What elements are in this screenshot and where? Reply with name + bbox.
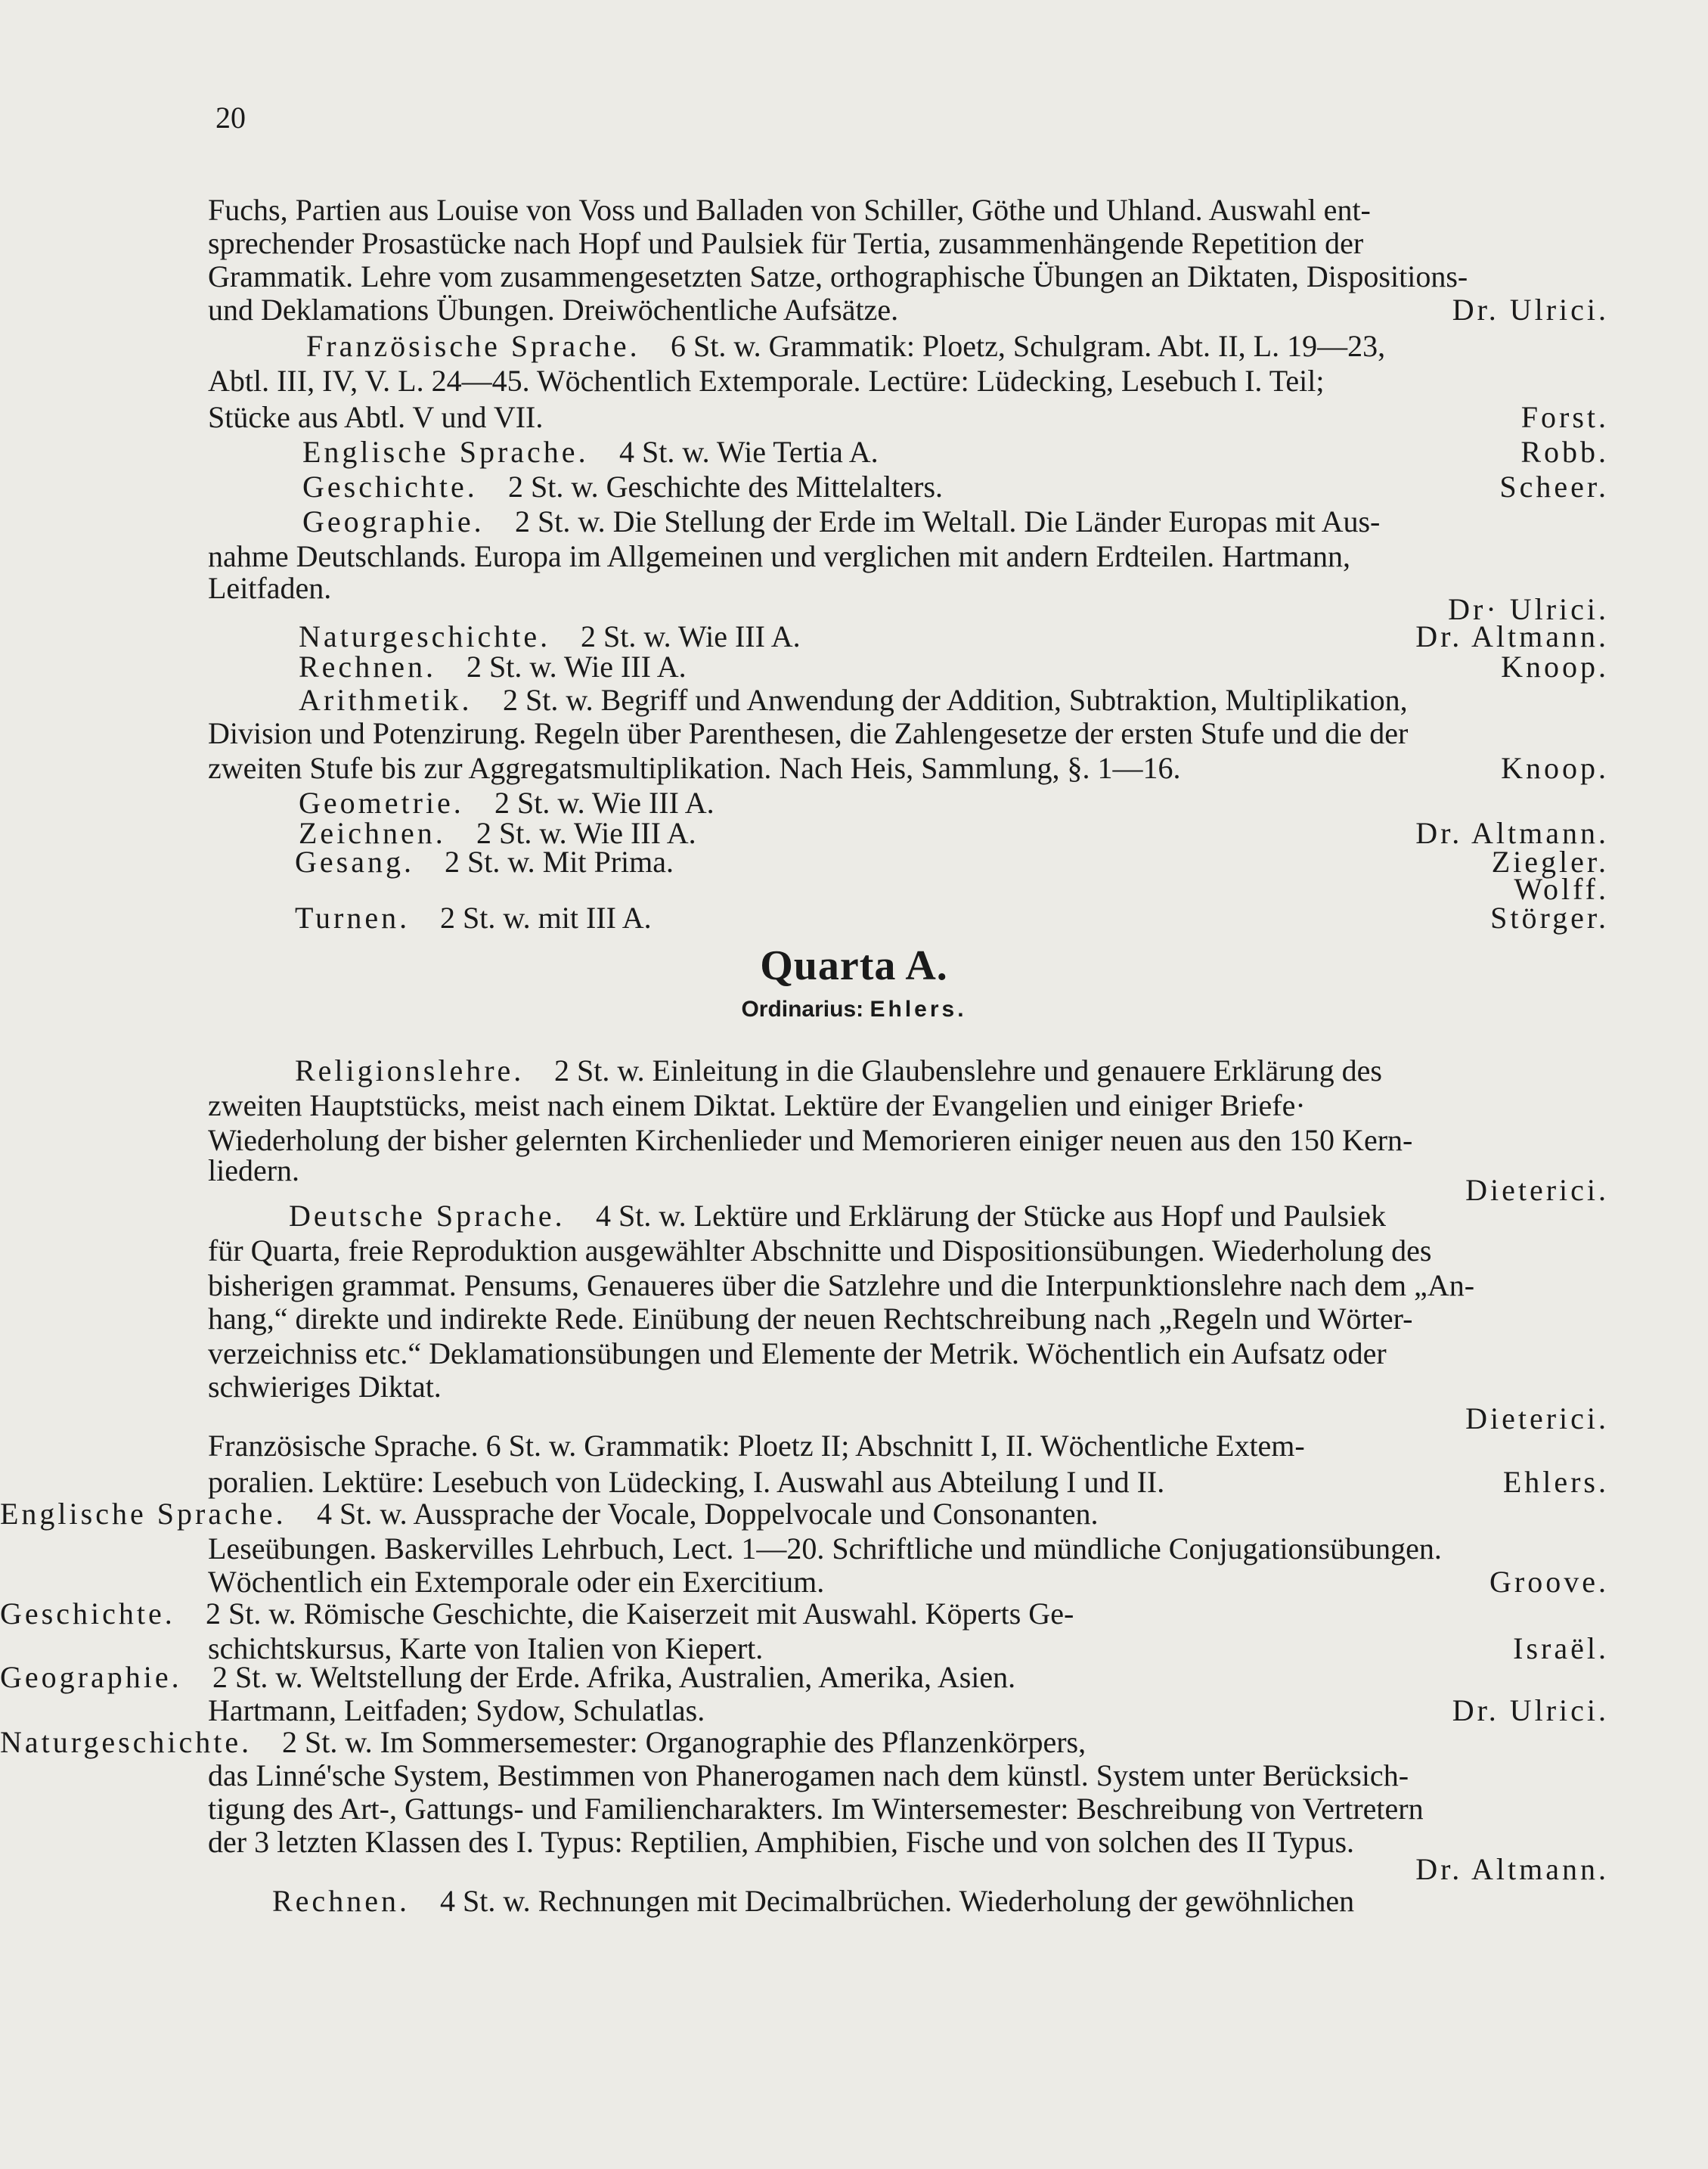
line-text: Hartmann, Leitfaden; Sydow, Schulatlas. — [208, 1693, 705, 1727]
line-text: Wöchentlich ein Extemporale oder ein Exercitium. — [208, 1565, 825, 1599]
text-line — [0, 1196, 1708, 1236]
text-line — [0, 1494, 1708, 1534]
text-line — [0, 1051, 1708, 1091]
line-text: nahme Deutschlands. Europa im Allgemeinen und verglichen mit andern Erdteilen. Hartmann, — [208, 539, 1351, 573]
teacher-name: Groove. — [1489, 1565, 1609, 1599]
line-text: 2 St. w. Geschichte des Mittelalters. — [508, 470, 944, 504]
text-line — [0, 290, 1708, 330]
line-text: 2 St. w. Wie III A. — [467, 650, 687, 684]
line-text: 4 St. w. Rechnungen mit Decimalbrüchen. Wiederholung der gewöhnlichen — [440, 1884, 1355, 1918]
line-text: Division und Potenzirung. Regeln über Parenthesen, die Zahlengesetze der ersten Stufe und die der — [208, 716, 1409, 750]
page-number: 20 — [215, 101, 246, 135]
section-heading: Quarta A. — [760, 942, 948, 989]
line-text: 2 St. w. Wie III A. — [581, 619, 801, 653]
line-text: für Quarta, freie Reproduktion ausgewählter Abschnitte und Dispositionsübungen. Wiederholung des — [208, 1233, 1432, 1268]
text-line — [0, 714, 1708, 753]
ordinarius-line — [0, 997, 1708, 1022]
line-text: tigung des Art-, Gattungs- und Familiencharakters. Im Wintersemester: Beschreibung von Vertretern — [208, 1792, 1424, 1826]
line-text: Stücke aus Abtl. V und VII. — [208, 400, 544, 434]
text-line — [0, 362, 1708, 401]
text-line — [0, 1594, 1708, 1634]
line-text: 4 St. w. Wie Tertia A. — [619, 435, 879, 469]
subject-name: Naturgeschichte. — [299, 619, 551, 653]
line-text: 2 St. w. Einleitung in die Glaubenslehre und genauere Erklärung des — [554, 1053, 1382, 1088]
teacher-name: Knoop. — [1501, 751, 1609, 785]
line-text: 6 St. w. Grammatik: Ploetz, Schulgram. Abt. II, L. 19—23, — [671, 329, 1386, 363]
text-line — [0, 749, 1708, 788]
line-text: Abtl. III, IV, V. L. 24—45. Wöchentlich Extemporale. Lectüre: Lüdecking, Lesebuch I. Teil; — [208, 364, 1325, 398]
line-text: 2 St. w. Im Sommersemester: Organographie des Pflanzenkörpers, — [282, 1725, 1086, 1759]
line-text: sprechender Prosastücke nach Hopf und Paulsiek für Tertia, zusammenhängende Repetition der — [208, 226, 1364, 260]
line-text: 2 St. w. Wie III A. — [476, 816, 696, 850]
line-text: zweiten Stufe bis zur Aggregatsmultiplikation. Nach Heis, Sammlung, §. 1—16. — [208, 751, 1181, 785]
teacher-name: Dr. Altmann. — [1415, 619, 1609, 653]
subject-name: Englische Sprache. — [302, 435, 589, 469]
line-text: 4 St. w. Lektüre und Erklärung der Stücke aus Hopf und Paulsiek — [596, 1199, 1386, 1233]
text-line — [0, 502, 1708, 541]
line-text: 4 St. w. Aussprache der Vocale, Doppelvocale und Consonanten. — [317, 1497, 1099, 1531]
text-line — [0, 398, 1708, 437]
line-text: 2 St. w. Begriff und Anwendung der Addition, Subtraktion, Multiplikation, — [503, 683, 1408, 717]
text-line — [0, 1426, 1708, 1466]
line-text: 2 St. w. Weltstellung der Erde. Afrika, Australien, Amerika, Asien. — [212, 1660, 1016, 1694]
teacher-name: Dr. Altmann. — [1415, 816, 1609, 850]
line-text: Fuchs, Partien aus Louise von Voss und Balladen von Schiller, Göthe und Uhland. Auswahl ent- — [208, 193, 1371, 227]
line-text: Wiederholung der bisher gelernten Kirchenlieder und Memorieren einiger neuen aus den 150 Kern- — [208, 1123, 1413, 1157]
subject-name: Religionslehre. — [295, 1053, 525, 1088]
line-text: poralien. Lektüre: Lesebuch von Lüdecking, I. Auswahl aus Abteilung I und II. — [208, 1465, 1165, 1499]
subject-name: Geographie. — [0, 1660, 182, 1694]
subject-name: Gesang. — [295, 845, 414, 879]
line-text: Leitfaden. — [208, 571, 332, 605]
teacher-name: Dieterici. — [1465, 1173, 1609, 1207]
subject-name: Naturgeschichte. — [0, 1725, 253, 1759]
line-text: hang,“ direkte und indirekte Rede. Einübung der neuen Rechtschreibung nach „Regeln und Wörter- — [208, 1302, 1413, 1336]
line-text: schwieriges Diktat. — [208, 1370, 442, 1404]
line-text: das Linné'sche System, Bestimmen von Phanerogamen nach dem künstl. System unter Berücksich- — [208, 1758, 1409, 1792]
subject-name: Geographie. — [302, 504, 485, 538]
teacher-name: Ehlers. — [1502, 1465, 1609, 1499]
subject-name: Französische Sprache. — [306, 329, 640, 363]
line-text: 2 St. w. Mit Prima. — [445, 845, 674, 879]
teacher-name: Robb. — [1520, 435, 1609, 469]
line-text: liedern. — [208, 1153, 300, 1187]
teacher-name: Forst. — [1520, 400, 1609, 434]
subject-name: Rechnen. — [299, 650, 436, 684]
line-text: zweiten Hauptstücks, meist nach einem Diktat. Lektüre der Evangelien und einiger Briefe· — [208, 1088, 1306, 1122]
teacher-name: Ziegler. — [1491, 845, 1609, 879]
line-text: verzeichniss etc.“ Deklamationsübungen und Elemente der Metrik. Wöchentlich ein Aufsatz oder — [208, 1336, 1387, 1370]
line-text: Französische Sprache. 6 St. w. Grammatik: Ploetz II; Abschnitt I, II. Wöchentliche Extem- — [208, 1429, 1305, 1463]
teacher-name: Dr. Altmann. — [1415, 1852, 1609, 1886]
text-line — [0, 433, 1708, 472]
line-text: 2 St. w. mit III A. — [440, 901, 652, 935]
teacher-name: Scheer. — [1499, 470, 1609, 504]
line-text: 2 St. w. Wie III A. — [494, 786, 715, 820]
teacher-name: Knoop. — [1501, 650, 1609, 684]
text-line — [0, 1086, 1708, 1125]
line-text: und Deklamations Übungen. Dreiwöchentliche Aufsätze. — [208, 293, 899, 327]
line-text: 2 St. w. Die Stellung der Erde im Weltall. Die Länder Europas mit Aus- — [515, 504, 1381, 538]
text-line — [0, 898, 1708, 938]
line-text: der 3 letzten Klassen des I. Typus: Reptilien, Amphibien, Fische und von solchen des II Typus. — [208, 1825, 1355, 1859]
teacher-name: Dr· Ulrici. — [1448, 592, 1609, 626]
line-text: 2 St. w. Römische Geschichte, die Kaiserzeit mit Auswahl. Köperts Ge- — [206, 1596, 1074, 1631]
subject-name: Turnen. — [295, 901, 411, 935]
subject-name: Englische Sprache. — [0, 1497, 287, 1531]
subject-name: Zeichnen. — [299, 816, 446, 850]
subject-name: Arithmetik. — [299, 683, 473, 717]
ordinarius-name: Ehlers. — [869, 997, 967, 1022]
text-line — [0, 1882, 1708, 1921]
text-line — [0, 467, 1708, 507]
subject-name: Deutsche Sprache. — [289, 1199, 566, 1233]
subject-name: Geschichte. — [0, 1596, 175, 1631]
subject-name: Geometrie. — [299, 786, 464, 820]
text-line — [0, 1299, 1708, 1339]
teacher-name: Dr. Ulrici. — [1452, 1693, 1609, 1727]
teacher-name: Störger. — [1490, 901, 1609, 935]
teacher-name: Dieterici. — [1465, 1401, 1609, 1435]
line-text: Grammatik. Lehre vom zusammengesetzten Satze, orthographische Übungen an Diktaten, Dispositions- — [208, 259, 1468, 293]
subject-name: Rechnen. — [272, 1884, 410, 1918]
subject-name: Geschichte. — [302, 470, 478, 504]
text-line — [0, 1231, 1708, 1271]
teacher-name: Israël. — [1513, 1631, 1609, 1665]
text-line — [0, 327, 1708, 366]
line-text: bisherigen grammat. Pensums, Genaueres über die Satzlehre und die Interpunktionslehre nach dem „An- — [208, 1268, 1475, 1302]
line-text: schichtskursus, Karte von Italien von Kiepert. — [208, 1631, 764, 1665]
line-text: Leseübungen. Baskervilles Lehrbuch, Lect. 1—20. Schriftliche und mündliche Conjugationsübungen. — [208, 1531, 1442, 1565]
ordinarius-label: Ordinarius: — [741, 997, 864, 1022]
teacher-name: Dr. Ulrici. — [1452, 293, 1609, 327]
teacher-name: Wolff. — [1514, 872, 1609, 906]
